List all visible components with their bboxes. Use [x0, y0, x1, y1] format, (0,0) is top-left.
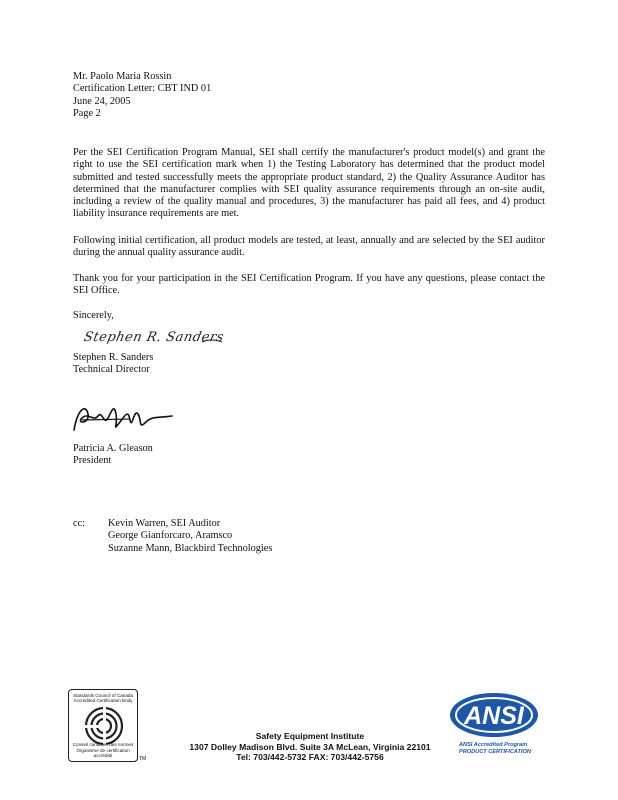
cc-recipient: Suzanne Mann, Blackbird Technologies [108, 542, 273, 554]
cc-recipient: Kevin Warren, SEI Auditor [108, 518, 221, 529]
body-paragraph-1: Per the SEI Certification Program Manual, SEI shall certify the manufacturer's product model(s) and grant the right to use the SEI certification mark when 1) the Testing Laboratory has determined that the product model submitted and tested successfully meets the appropriate product standard, 2) the Quality Assurance Auditor has determined that the manufacturer complies with SEI quality assurance requirements through an on-site audit, including a review of the quality manual and procedures, 3) the manufacturer has paid all fees, and 4) product liability insurance requirements are met. [73, 147, 545, 220]
signatory-1-title: Technical Director [73, 364, 150, 376]
scc-bottom-line-1: Conseil canadien des normes [72, 742, 134, 748]
letter-header [73, 71, 211, 120]
signatory-2-title: President [73, 455, 112, 467]
ansi-wordmark: ANSI [464, 702, 524, 730]
signatory-1-block [73, 352, 153, 377]
signatory-1-name: Stephen R. Sanders [73, 352, 154, 363]
signature-underline-stroke [84, 328, 234, 350]
recipient-name: Mr. Paolo Maria Rossin [73, 71, 172, 82]
footer-org-name: Safety Equipment Institute [255, 731, 365, 741]
ansi-caption-line-2: PRODUCT CERTIFICATION [459, 748, 531, 755]
signature-stephen-sanders-text: Stephen R. Sanders [82, 330, 226, 345]
closing-salutation: Sincerely, [73, 310, 114, 321]
scc-bottom-line-2: Organisme de certification accrédité [76, 747, 130, 758]
page-number: Page 2 [73, 107, 101, 119]
cc-recipient-list [108, 518, 272, 555]
certification-letter-ref: Certification Letter: CBT IND 01 [73, 83, 212, 95]
letter-date: June 24, 2005 [73, 95, 131, 107]
signatory-2-block [73, 443, 153, 468]
signature-stephen-sanders [84, 328, 234, 350]
scc-logo-bottom-text [69, 742, 137, 758]
footer-address: 1307 Dolley Madison Blvd. Suite 3A McLean, Virginia 22101 [189, 741, 431, 752]
footer-address-block [160, 731, 460, 763]
body-paragraph-3: Thank you for your participation in the SEI Certification Program. If you have any questions, please contact the SEI Office. [73, 273, 545, 297]
scc-logo-top-text [69, 693, 137, 703]
signature-patricia-gleason [68, 400, 178, 438]
footer-contact: Tel: 703/442-5732 FAX: 703/442-5756 [236, 752, 384, 762]
scc-top-line-2: Accredited Certification Body [73, 698, 133, 704]
scc-emblem-icon [84, 706, 124, 746]
signatory-2-name: Patricia A. Gleason [73, 443, 153, 454]
cc-label: cc: [73, 518, 86, 529]
scc-trademark: TM [139, 756, 147, 762]
cc-recipient: George Gianforcaro, Aramsco [108, 530, 233, 542]
ansi-caption [459, 742, 549, 756]
ansi-caption-line-1: ANSI Accredited Program [459, 742, 528, 748]
body-paragraph-2: Following initial certification, all product models are tested, at least, annually and are selected by the SEI auditor during the annual quality assurance audit. [73, 235, 545, 259]
scc-top-line-1: Standards Council of Canada [72, 693, 133, 698]
scc-logo [68, 689, 138, 762]
